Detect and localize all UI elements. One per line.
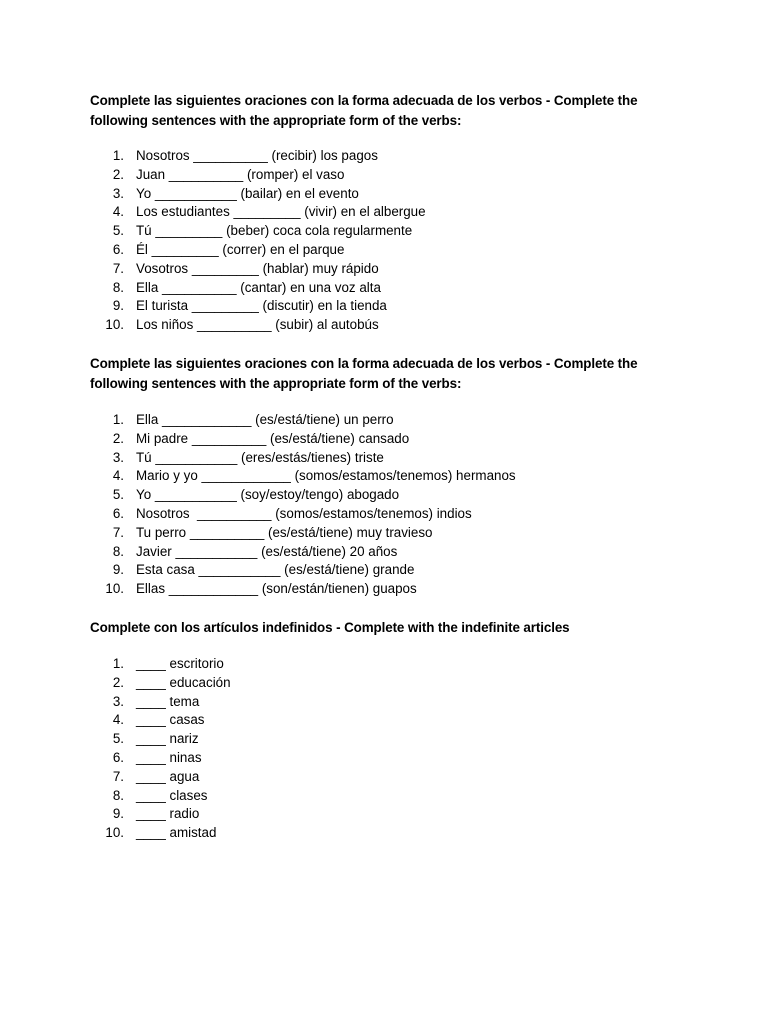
section-title: Complete las siguientes oraciones con la forma adecuada de los verbos - Complete the following sentences with the appropriate form of the verbs: — [90, 356, 638, 391]
item-number: 10. — [105, 581, 124, 597]
item-number: 6. — [112, 749, 124, 765]
section-title: Complete las siguientes oraciones con la forma adecuada de los verbos - Complete the following sentences with the appropriate form of the verbs: — [90, 93, 638, 128]
item-text: ____ tema — [136, 693, 200, 709]
section-title: Complete con los artículos indefinidos - Complete with the indefinite articles — [90, 620, 570, 635]
item-text: Ella ____________ (es/está/tiene) un perro — [136, 412, 394, 427]
item-text: Yo ___________ (bailar) en el evento — [136, 185, 359, 201]
item-text: Yo ___________ (soy/estoy/tengo) abogado — [136, 487, 400, 503]
item-number: 4. — [112, 204, 124, 220]
item-number: 2. — [112, 674, 124, 690]
item-number: 2. — [112, 166, 124, 182]
item-number: 5. — [112, 223, 124, 239]
item-text: ____ casas — [136, 712, 205, 728]
item-text: ____ educación — [136, 674, 231, 690]
item-text: Javier ___________ (es/está/tiene) 20 años — [136, 543, 398, 559]
item-number: 8. — [112, 543, 124, 559]
item-text: Ella __________ (cantar) en una voz alta — [136, 279, 381, 295]
section-indefinite-articles — [90, 618, 690, 841]
item-text: Mario y yo ____________ (somos/estamos/tenemos) hermanos — [136, 468, 516, 484]
item-number: 5. — [112, 731, 124, 747]
item-number: 4. — [112, 712, 124, 728]
item-number: 1. — [112, 412, 124, 427]
item-number: 9. — [112, 806, 124, 822]
item-number: 7. — [112, 260, 124, 276]
item-text: El turista _________ (discutir) en la tienda — [136, 298, 387, 314]
item-number: 4. — [112, 468, 124, 484]
item-text: ____ escritorio — [136, 656, 224, 671]
item-number: 6. — [112, 505, 124, 521]
item-text: ____ agua — [136, 768, 200, 784]
item-text: ____ ninas — [136, 749, 202, 765]
item-text: Tú _________ (beber) coca cola regularmente — [136, 223, 413, 239]
item-number: 7. — [112, 524, 124, 540]
item-number: 10. — [105, 825, 124, 841]
item-number: 9. — [112, 298, 124, 314]
item-text: ____ clases — [136, 787, 208, 803]
item-text: Vosotros _________ (hablar) muy rápido — [136, 260, 379, 276]
item-text: Él _________ (correr) en el parque — [136, 241, 345, 257]
item-text: Los estudiantes _________ (vivir) en el albergue — [136, 204, 426, 220]
item-number: 10. — [105, 317, 124, 333]
item-number: 6. — [112, 241, 124, 257]
item-number: 3. — [112, 449, 124, 465]
item-text: Juan __________ (romper) el vaso — [136, 166, 345, 182]
item-text: Nosotros __________ (recibir) los pagos — [136, 148, 378, 163]
item-number: 1. — [112, 656, 124, 671]
item-number: 7. — [112, 768, 124, 784]
item-number: 3. — [112, 693, 124, 709]
item-text: ____ nariz — [136, 731, 199, 747]
item-text: Tú ___________ (eres/estás/tienes) triste — [136, 449, 384, 465]
section-ser-estar-tener — [90, 354, 690, 597]
item-number: 9. — [112, 562, 124, 578]
item-text: ____ radio — [136, 806, 200, 822]
item-number: 8. — [112, 279, 124, 295]
item-text: Los niños __________ (subir) al autobús — [136, 317, 379, 333]
section-verb-conjugation — [90, 91, 690, 333]
item-text: Nosotros __________ (somos/estamos/tenemos) indios — [136, 505, 472, 521]
item-number: 3. — [112, 185, 124, 201]
item-text: ____ amistad — [136, 825, 217, 841]
item-text: Esta casa ___________ (es/está/tiene) grande — [136, 562, 415, 578]
item-text: Mi padre __________ (es/está/tiene) cansado — [136, 430, 410, 446]
item-number: 2. — [112, 430, 124, 446]
item-number: 8. — [112, 787, 124, 803]
item-number: 1. — [112, 148, 124, 163]
item-number: 5. — [112, 487, 124, 503]
item-text: Tu perro __________ (es/está/tiene) muy travieso — [136, 524, 433, 540]
item-text: Ellas ____________ (son/están/tienen) guapos — [136, 581, 417, 597]
